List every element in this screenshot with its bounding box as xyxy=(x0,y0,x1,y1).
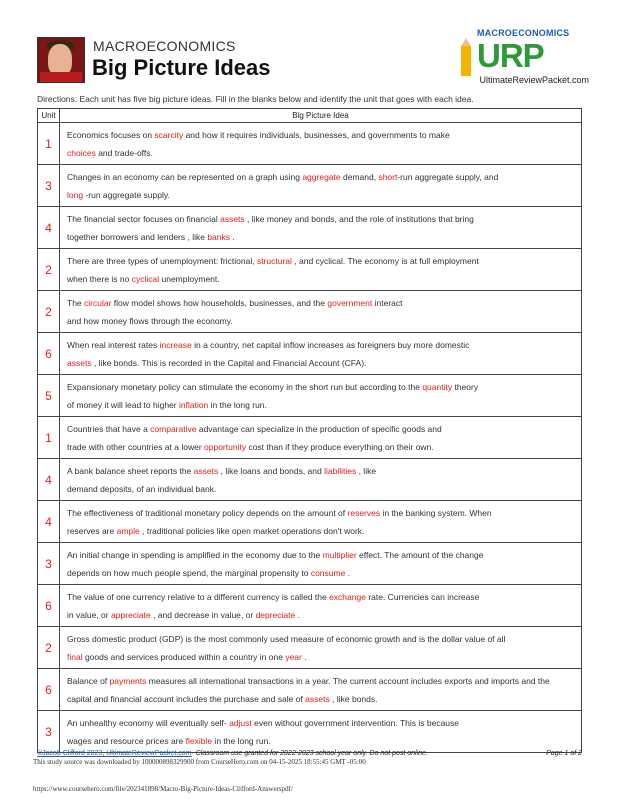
table-body xyxy=(38,123,582,753)
table-row xyxy=(38,291,582,333)
table-row xyxy=(38,123,582,165)
blank-answer: assets xyxy=(193,465,219,476)
blank-answer: comparative xyxy=(150,423,197,434)
blank-answer: reserves xyxy=(347,507,381,518)
table-row xyxy=(38,165,582,207)
blank-answer: adjust xyxy=(229,717,252,728)
source-url[interactable]: https://www.coursehero.com/file/202341898/Macro-Big-Picture-Ideas-Clifford-Answerspdf/ xyxy=(33,785,293,793)
blank-answer: year xyxy=(285,651,302,662)
study-source-note: This study source was downloaded by 100000898329900 from CourseHero.com on 04-15-2025 18:55:45 GMT -05:00 xyxy=(33,758,366,766)
copyright-link[interactable]: ©Jacob Clifford 2023, UltimateReviewPacket.com xyxy=(37,750,192,757)
idea-text: The circular flow model shows how households, businesses, and the government interact and how money flows through the economy. xyxy=(60,291,582,333)
page-number: Page 1 of 2 xyxy=(546,750,582,757)
page-header xyxy=(0,0,617,90)
blank-answer: scarcity xyxy=(154,129,184,140)
idea-text: The value of one currency relative to a different currency is called the exchange rate. Currencies can increase in value, or appreciate , and decrease in value, or depreciate . xyxy=(60,585,582,627)
unit-answer: 3 xyxy=(38,543,60,585)
unit-answer: 2 xyxy=(38,627,60,669)
blank-answer: consume xyxy=(310,567,346,578)
directions: Directions: Each unit has five big picture ideas. Fill in the blanks below and identify the unit that goes with each idea. xyxy=(37,94,474,104)
blank-answer: structural xyxy=(256,255,292,266)
unit-answer: 4 xyxy=(38,459,60,501)
blank-answer: assets xyxy=(220,213,245,224)
table-row xyxy=(38,543,582,585)
blank-answer: aggregate xyxy=(302,171,341,182)
table-header-row xyxy=(38,109,582,123)
idea-text: Countries that have a comparative advantage can specialize in the production of specific goods and trade with other countries at a lower opportunity cost than if they produce everything on their own. xyxy=(60,417,582,459)
pencil-icon xyxy=(459,38,473,76)
unit-answer: 3 xyxy=(38,165,60,207)
author-avatar xyxy=(37,37,85,83)
blank-answer: flexible xyxy=(185,735,213,746)
table-row xyxy=(38,627,582,669)
unit-answer: 4 xyxy=(38,501,60,543)
unit-answer: 3 xyxy=(38,711,60,753)
idea-text: When real interest rates increase in a country, net capital inflow increases as foreigners buy more domestic assets , like bonds. This is recorded in the Capital and Financial Account (CFA). xyxy=(60,333,582,375)
idea-text: There are three types of unemployment: frictional, structural , and cyclical. The economy is at full employment when there is no cyclical unemployment. xyxy=(60,249,582,291)
unit-answer: 6 xyxy=(38,585,60,627)
unit-answer: 2 xyxy=(38,291,60,333)
table-row xyxy=(38,417,582,459)
unit-answer: 6 xyxy=(38,333,60,375)
blank-answer: government xyxy=(327,297,373,308)
blank-answer: multiplier xyxy=(322,549,357,560)
blank-answer: ample xyxy=(116,525,140,536)
blank-answer: liabilities xyxy=(324,465,357,476)
blank-answer: increase xyxy=(159,339,192,350)
idea-text: The effectiveness of traditional monetary policy depends on the amount of reserves in the banking system. When reserves are ample , traditional policies like open market operations don't work. xyxy=(60,501,582,543)
unit-answer: 4 xyxy=(38,207,60,249)
blank-answer: choices xyxy=(67,147,96,158)
idea-text: Changes in an economy can be represented on a graph using aggregate demand, short-run aggregate supply, and long -run aggregate supply. xyxy=(60,165,582,207)
footer-copyright xyxy=(37,750,582,757)
blank-answer: short xyxy=(378,171,398,182)
table-row xyxy=(38,501,582,543)
subject-label: MACROECONOMICS xyxy=(93,38,236,54)
unit-answer: 5 xyxy=(38,375,60,417)
urp-logo xyxy=(459,28,589,88)
blank-answer: quantity xyxy=(422,381,453,392)
table-row xyxy=(38,669,582,711)
usage-note: - Classroom use granted for 2022-2023 school year only. Do not post online. xyxy=(191,750,428,757)
idea-text: An unhealthy economy will eventually self- adjust even without government intervention. This is because wages and resource prices are flexible in the long run. xyxy=(60,711,582,753)
table-row xyxy=(38,459,582,501)
blank-answer: banks xyxy=(207,231,231,242)
blank-answer: long xyxy=(67,189,84,200)
blank-answer: final xyxy=(67,651,83,662)
table-row xyxy=(38,711,582,753)
unit-answer: 2 xyxy=(38,249,60,291)
table-row xyxy=(38,249,582,291)
logo-letters: URP xyxy=(477,37,544,74)
idea-column-header: Big Picture Idea xyxy=(60,109,582,123)
idea-text: An initial change in spending is amplified in the economy due to the multiplier effect. The amount of the change depends on how much people spend, the marginal propensity to consume . xyxy=(60,543,582,585)
idea-text: Gross domestic product (GDP) is the most commonly used measure of economic growth and is the dollar value of all final goods and services produced within a country in one year . xyxy=(60,627,582,669)
blank-answer: cyclical xyxy=(131,273,160,284)
idea-text: Balance of payments measures all international transactions in a year. The current account includes exports and imports and the capital and financial account includes the purchase and sale of assets , like bonds. xyxy=(60,669,582,711)
table-row xyxy=(38,375,582,417)
blank-answer: exchange xyxy=(329,591,366,602)
page-title: Big Picture Ideas xyxy=(92,55,271,80)
blank-answer: assets xyxy=(67,357,92,368)
blank-answer: inflation xyxy=(178,399,209,410)
unit-answer: 1 xyxy=(38,417,60,459)
idea-text: A bank balance sheet reports the assets , like loans and bonds, and liabilities , like demand deposits, of an individual bank. xyxy=(60,459,582,501)
logo-top-text: MACROECONOMICS xyxy=(477,28,570,38)
table-row xyxy=(38,207,582,249)
blank-answer: circular xyxy=(84,297,112,308)
idea-text: Expansionary monetary policy can stimulate the economy in the short run but according to the quantity theory of money it will lead to higher inflation in the long run. xyxy=(60,375,582,417)
blank-answer: opportunity xyxy=(204,441,247,452)
big-picture-table xyxy=(37,108,582,753)
blank-answer: appreciate xyxy=(110,609,151,620)
unit-column-header: Unit xyxy=(38,109,60,123)
unit-answer: 1 xyxy=(38,123,60,165)
logo-url: UltimateReviewPacket.com xyxy=(479,75,589,85)
table-row xyxy=(38,333,582,375)
idea-text: Economics focuses on scarcity and how it requires individuals, businesses, and governments to make choices and trade-offs. xyxy=(60,123,582,165)
idea-text: The financial sector focuses on financial assets , like money and bonds, and the role of institutions that bring together borrowers and lenders , like banks . xyxy=(60,207,582,249)
blank-answer: depreciate xyxy=(255,609,296,620)
blank-answer: payments xyxy=(109,675,147,686)
blank-answer: assets xyxy=(305,693,330,704)
unit-answer: 6 xyxy=(38,669,60,711)
table-row xyxy=(38,585,582,627)
